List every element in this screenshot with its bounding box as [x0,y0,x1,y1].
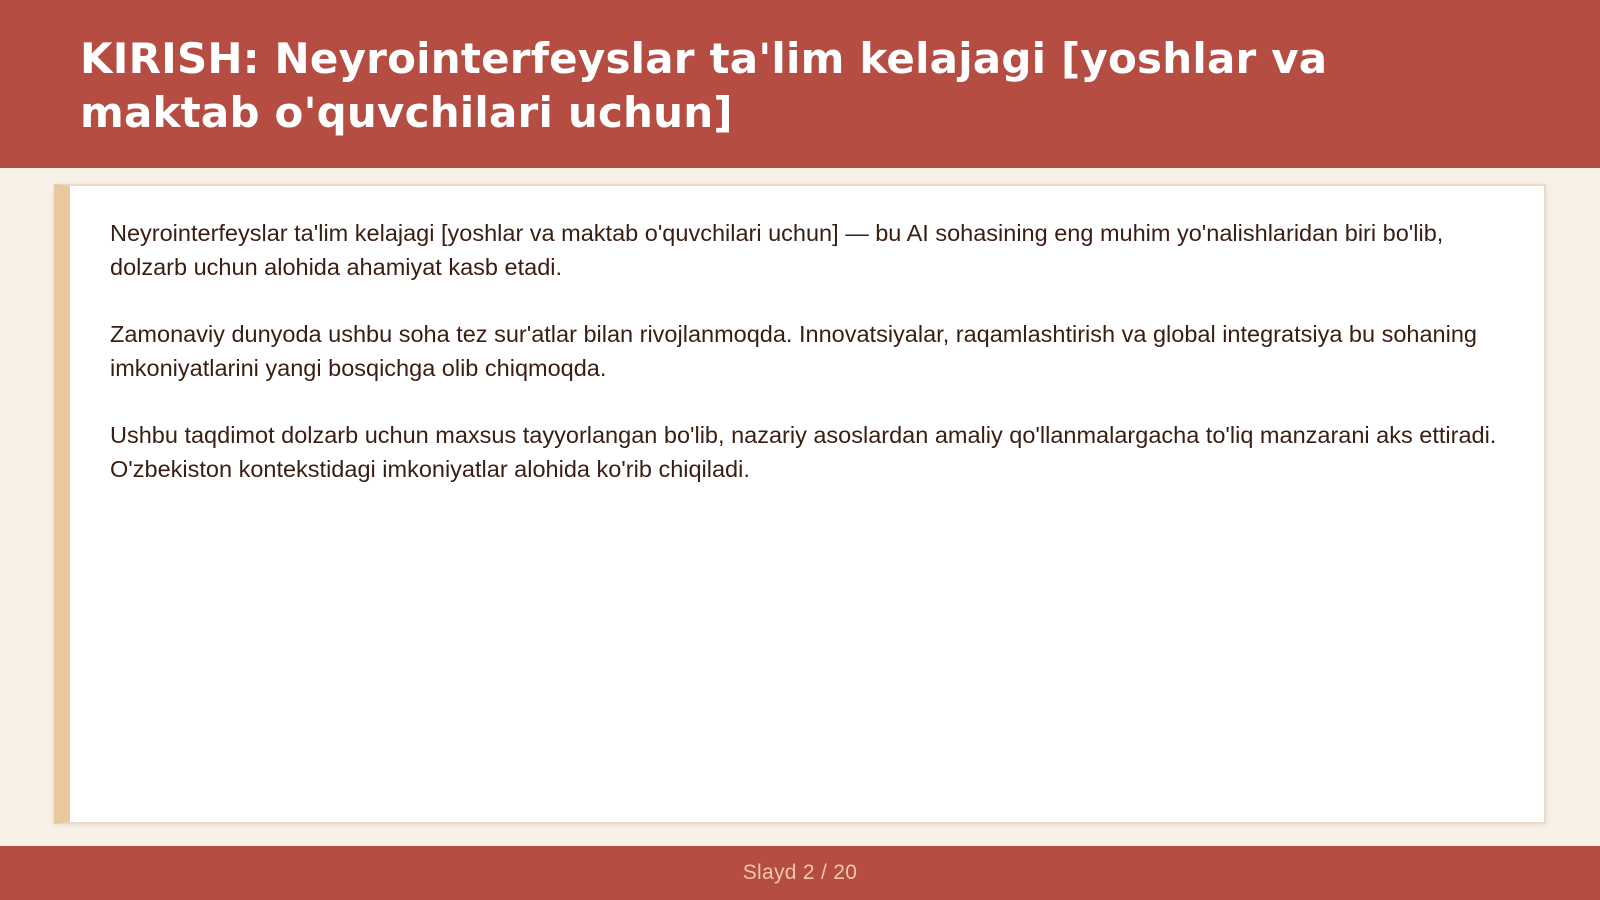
slide-footer [0,846,1600,900]
slide-counter: Slayd 2 / 20 [742,861,858,884]
content-card [54,184,1546,824]
content-paragraph-2: Zamonaviy dunyoda ushbu soha tez sur'atlar bilan rivojlanmoqda. Innovatsiyalar, raqamlashtirish va global integratsiya bu sohaning imkoniyatlarini yangi bosqichga olib chiqmoqda. [110,321,1477,381]
content-paragraph-1: Neyrointerfeyslar ta'lim kelajagi [yoshlar va maktab o'quvchilari uchun] — bu AI sohasining eng muhim yo'nalishlaridan biri bo'lib, dolzarb uchun alohida ahamiyat kasb etadi. [110,220,1444,280]
slide-title: KIRISH: Neyrointerfeyslar ta'lim kelajagi [yoshlar va maktab o'quvchilari uchun] [80,34,1328,137]
content-paragraph-3: Ushbu taqdimot dolzarb uchun maxsus tayyorlangan bo'lib, nazariy asoslardan amaliy qo'llanmalargacha to'liq manzarani aks ettiradi. O'zbekiston kontekstidagi imkoniyatlar alohida ko'rib chiqiladi. [110,422,1497,482]
slide-header [0,0,1600,168]
